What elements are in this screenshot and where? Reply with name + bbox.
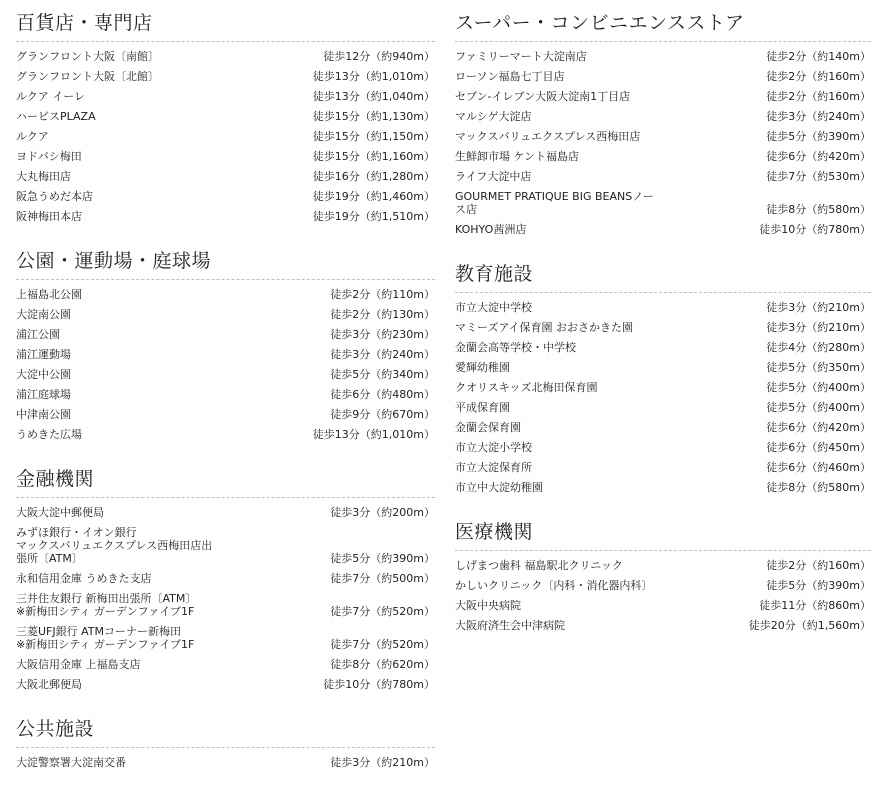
facility-name: 金蘭会高等学校・中学校 [455, 341, 576, 354]
walking-distance: 徒歩3分（約240m） [766, 110, 871, 123]
walking-distance: 徒歩12分（約940m） [323, 50, 435, 63]
facility-name: 市立大淀保育所 [455, 461, 532, 474]
facility-row [455, 298, 871, 318]
facility-name: ハービスPLAZA [16, 110, 96, 123]
left-section-2 [16, 467, 435, 695]
facility-row [16, 305, 435, 325]
walking-distance: 徒歩8分（約580m） [766, 481, 871, 494]
walking-distance: 徒歩3分（約230m） [330, 328, 435, 341]
walking-distance: 徒歩5分（約390m） [766, 579, 871, 592]
facility-name: 大阪北郵便局 [16, 678, 82, 691]
facility-row [455, 187, 871, 220]
facility-name: 大淀南公園 [16, 308, 71, 321]
facility-name: 大阪府済生会中津病院 [455, 619, 565, 632]
facility-name: 愛輝幼稚園 [455, 361, 510, 374]
walking-distance: 徒歩6分（約420m） [766, 421, 871, 434]
facility-name: 上福島北公園 [16, 288, 82, 301]
walking-distance: 徒歩5分（約350m） [766, 361, 871, 374]
facility-name: 市立大淀小学校 [455, 441, 532, 454]
facility-name: ルクア イーレ [16, 90, 86, 103]
walking-distance: 徒歩20分（約1,560m） [748, 619, 871, 632]
walking-distance: 徒歩6分（約460m） [766, 461, 871, 474]
facility-name: 生鮮卸市場 ケント福島店 [455, 150, 579, 163]
facility-name: ローソン福島七丁目店 [455, 70, 565, 83]
section-title: 公園・運動場・庭球場 [16, 249, 435, 280]
facility-name: かしいクリニック〔内科・消化器内科〕 [455, 579, 653, 592]
facility-row [16, 47, 435, 67]
facility-name: セブン-イレブン大阪大淀南1丁目店 [455, 90, 631, 103]
facility-row [16, 207, 435, 227]
walking-distance: 徒歩5分（約400m） [766, 381, 871, 394]
left-column [16, 0, 435, 795]
walking-distance: 徒歩2分（約130m） [330, 308, 435, 321]
facility-row [455, 616, 871, 636]
facility-row [455, 107, 871, 127]
walking-distance: 徒歩13分（約1,010m） [312, 70, 435, 83]
section-title: スーパー・コンビニエンスストア [455, 0, 871, 42]
walking-distance: 徒歩2分（約160m） [766, 70, 871, 83]
walking-distance: 徒歩13分（約1,010m） [312, 428, 435, 441]
facility-row [455, 87, 871, 107]
walking-distance: 徒歩13分（約1,040m） [312, 90, 435, 103]
facility-name: 大淀中公園 [16, 368, 71, 381]
facility-row [455, 418, 871, 438]
walking-distance: 徒歩6分（約480m） [330, 388, 435, 401]
facility-row [16, 405, 435, 425]
right-section-2 [455, 520, 871, 636]
facility-name: しげまつ歯科 福島駅北クリニック [455, 559, 623, 572]
walking-distance: 徒歩2分（約160m） [766, 559, 871, 572]
walking-distance: 徒歩10分（約780m） [323, 678, 435, 691]
facility-row [455, 147, 871, 167]
facility-row [455, 556, 871, 576]
facility-row [16, 753, 435, 773]
facility-name: 大阪中央病院 [455, 599, 521, 612]
facility-row [455, 127, 871, 147]
right-section-0 [455, 0, 871, 240]
facility-row [16, 127, 435, 147]
walking-distance: 徒歩19分（約1,460m） [312, 190, 435, 203]
facility-name: 浦江公園 [16, 328, 60, 341]
facility-row [455, 596, 871, 616]
facility-row [16, 167, 435, 187]
facility-row [455, 47, 871, 67]
walking-distance: 徒歩15分（約1,130m） [312, 110, 435, 123]
facility-name: 大丸梅田店 [16, 170, 71, 183]
facility-row [16, 285, 435, 305]
facility-name: うめきた広場 [16, 428, 82, 441]
section-title: 公共施設 [16, 717, 435, 748]
facility-name: KOHYO茜洲店 [455, 223, 527, 236]
facility-row [16, 67, 435, 87]
facility-row [455, 438, 871, 458]
facility-name: 三井住友銀行 新梅田出張所〔ATM〕 ※新梅田シティ ガーデンファイブ1F [16, 592, 197, 618]
facility-name: 平成保育園 [455, 401, 510, 414]
facility-name: 中津南公園 [16, 408, 71, 421]
facility-name: マミーズアイ保育園 おおさかきた園 [455, 321, 633, 334]
facility-name: 阪急うめだ本店 [16, 190, 93, 203]
facility-row [455, 67, 871, 87]
left-section-3 [16, 717, 435, 773]
facility-name: ライフ大淀中店 [455, 170, 532, 183]
facility-row [16, 523, 435, 569]
facility-row [455, 478, 871, 498]
walking-distance: 徒歩3分（約210m） [766, 321, 871, 334]
walking-distance: 徒歩6分（約420m） [766, 150, 871, 163]
right-section-1 [455, 262, 871, 498]
facility-name: 大淀警察署大淀南交番 [16, 756, 126, 769]
facility-row [16, 622, 435, 655]
walking-distance: 徒歩3分（約200m） [330, 506, 435, 519]
walking-distance: 徒歩3分（約210m） [330, 756, 435, 769]
facility-name: 金蘭会保育園 [455, 421, 521, 434]
right-column [455, 0, 871, 658]
walking-distance: 徒歩5分（約390m） [330, 552, 435, 565]
left-section-0 [16, 0, 435, 227]
walking-distance: 徒歩3分（約240m） [330, 348, 435, 361]
walking-distance: 徒歩7分（約520m） [330, 605, 435, 618]
section-title: 教育施設 [455, 262, 871, 293]
facility-row [16, 385, 435, 405]
facility-row [16, 589, 435, 622]
facility-row [455, 220, 871, 240]
facility-row [455, 318, 871, 338]
facility-row [16, 87, 435, 107]
walking-distance: 徒歩5分（約390m） [766, 130, 871, 143]
section-title: 金融機関 [16, 467, 435, 498]
walking-distance: 徒歩8分（約620m） [330, 658, 435, 671]
facility-row [16, 425, 435, 445]
walking-distance: 徒歩10分（約780m） [759, 223, 871, 236]
facility-row [455, 378, 871, 398]
facility-row [16, 107, 435, 127]
facility-row [455, 398, 871, 418]
walking-distance: 徒歩7分（約520m） [330, 638, 435, 651]
facility-name: クオリスキッズ北梅田保育園 [455, 381, 598, 394]
walking-distance: 徒歩5分（約340m） [330, 368, 435, 381]
walking-distance: 徒歩8分（約580m） [766, 203, 871, 216]
facility-row [455, 458, 871, 478]
facility-row [16, 655, 435, 675]
walking-distance: 徒歩2分（約140m） [766, 50, 871, 63]
facility-name: ファミリーマート大淀南店 [455, 50, 587, 63]
facility-name: 阪神梅田本店 [16, 210, 82, 223]
facility-row [16, 147, 435, 167]
facility-row [16, 187, 435, 207]
facility-row [16, 503, 435, 523]
facility-name: グランフロント大阪〔南館〕 [16, 50, 159, 63]
facility-name: みずほ銀行・イオン銀行 マックスバリュエクスプレス西梅田店出 張所〔ATM〕 [16, 526, 213, 565]
facility-name: マルシゲ大淀店 [455, 110, 532, 123]
walking-distance: 徒歩2分（約110m） [330, 288, 435, 301]
facility-name: 永和信用金庫 うめきた支店 [16, 572, 152, 585]
walking-distance: 徒歩3分（約210m） [766, 301, 871, 314]
walking-distance: 徒歩5分（約400m） [766, 401, 871, 414]
walking-distance: 徒歩6分（約450m） [766, 441, 871, 454]
facility-name: 三菱UFJ銀行 ATMコーナー新梅田 ※新梅田シティ ガーデンファイブ1F [16, 625, 195, 651]
facility-row [455, 576, 871, 596]
facility-row [16, 345, 435, 365]
facility-row [16, 569, 435, 589]
section-title: 百貨店・専門店 [16, 0, 435, 42]
facility-name: ルクア [16, 130, 49, 143]
facility-name: マックスバリュエクスプレス西梅田店 [455, 130, 641, 143]
walking-distance: 徒歩7分（約530m） [766, 170, 871, 183]
facility-row [16, 365, 435, 385]
left-section-1 [16, 249, 435, 445]
facility-row [455, 358, 871, 378]
walking-distance: 徒歩15分（約1,160m） [312, 150, 435, 163]
walking-distance: 徒歩2分（約160m） [766, 90, 871, 103]
walking-distance: 徒歩11分（約860m） [759, 599, 871, 612]
walking-distance: 徒歩9分（約670m） [330, 408, 435, 421]
facility-row [16, 325, 435, 345]
facility-row [16, 675, 435, 695]
facility-name: 大阪信用金庫 上福島支店 [16, 658, 141, 671]
facility-row [455, 338, 871, 358]
facility-name: 浦江運動場 [16, 348, 71, 361]
facility-name: グランフロント大阪〔北館〕 [16, 70, 159, 83]
facility-name: 浦江庭球場 [16, 388, 71, 401]
facility-name: GOURMET PRATIQUE BIG BEANSノー ス店 [455, 190, 654, 216]
facility-name: 市立中大淀幼稚園 [455, 481, 543, 494]
walking-distance: 徒歩4分（約280m） [766, 341, 871, 354]
walking-distance: 徒歩19分（約1,510m） [312, 210, 435, 223]
facility-row [455, 167, 871, 187]
walking-distance: 徒歩15分（約1,150m） [312, 130, 435, 143]
facility-name: 市立大淀中学校 [455, 301, 532, 314]
walking-distance: 徒歩16分（約1,280m） [312, 170, 435, 183]
facility-name: 大阪大淀中郵便局 [16, 506, 104, 519]
walking-distance: 徒歩7分（約500m） [330, 572, 435, 585]
facility-name: ヨドバシ梅田 [16, 150, 82, 163]
section-title: 医療機関 [455, 520, 871, 551]
